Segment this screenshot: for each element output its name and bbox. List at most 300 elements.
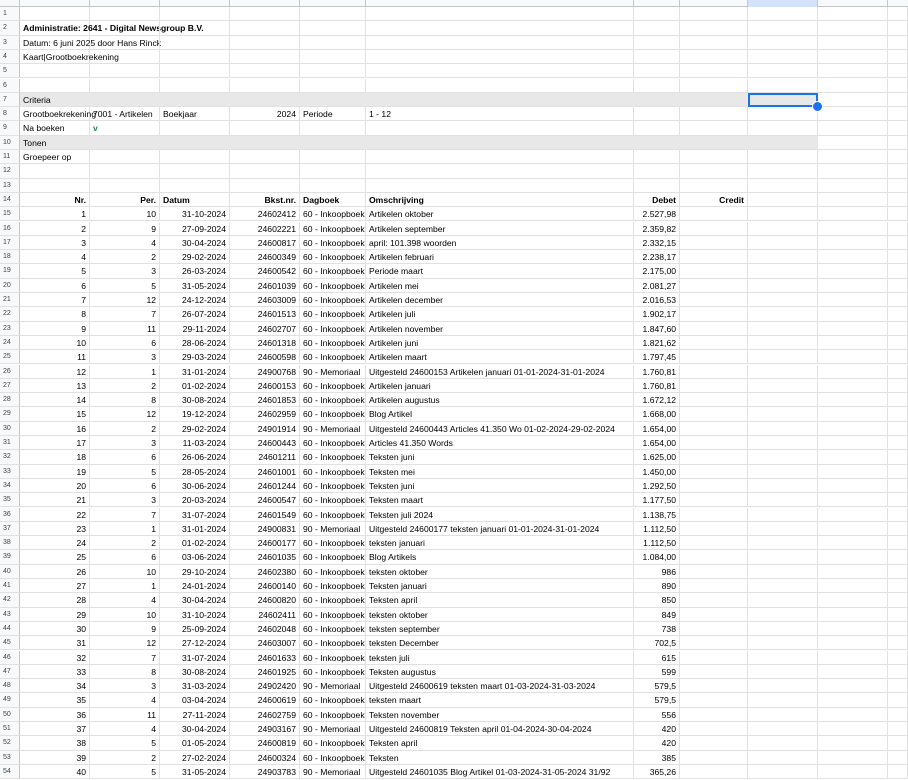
column-header-h[interactable]	[680, 0, 748, 7]
nr-cell[interactable]: 2	[20, 222, 90, 236]
grid-cell[interactable]	[366, 121, 634, 135]
grid-cell[interactable]	[818, 565, 888, 579]
grid-cell[interactable]	[888, 665, 908, 679]
grid-cell[interactable]	[160, 164, 230, 178]
dagboek-cell[interactable]: 60 - Inkoopboek	[300, 636, 366, 650]
grid-cell[interactable]	[888, 250, 908, 264]
datum-cell[interactable]: 28-05-2024	[160, 465, 230, 479]
row-number[interactable]: 21	[0, 293, 20, 307]
per-cell[interactable]: 2	[90, 536, 160, 550]
datum-cell[interactable]: 29-02-2024	[160, 422, 230, 436]
grid-cell[interactable]	[748, 179, 818, 193]
grid-cell[interactable]	[230, 64, 300, 78]
grid-cell[interactable]	[680, 550, 748, 564]
year-value[interactable]: 2024	[230, 107, 300, 121]
sheet-row[interactable]	[0, 550, 908, 564]
datum-cell[interactable]: 19-12-2024	[160, 407, 230, 421]
dagboek-cell[interactable]: 90 - Memoriaal	[300, 765, 366, 779]
row-number[interactable]: 38	[0, 536, 20, 550]
grid-cell[interactable]	[888, 479, 908, 493]
debet-cell[interactable]: 1.112,50	[634, 536, 680, 550]
per-cell[interactable]: 2	[90, 379, 160, 393]
nr-cell[interactable]: 26	[20, 565, 90, 579]
header-dagboek[interactable]: Dagboek	[300, 193, 366, 207]
bkst-cell[interactable]: 24600324	[230, 751, 300, 765]
grid-cell[interactable]	[888, 493, 908, 507]
grid-cell[interactable]	[748, 121, 818, 135]
omschrijving-cell[interactable]: Uitgesteld 24600443 Articles 41.350 Wo 01-02-2024-29-02-2024	[366, 422, 634, 436]
bkst-cell[interactable]: 24600820	[230, 593, 300, 607]
grid-cell[interactable]	[818, 179, 888, 193]
debet-cell[interactable]: 2.359,82	[634, 222, 680, 236]
grid-cell[interactable]	[230, 136, 300, 150]
bkst-cell[interactable]: 24600819	[230, 736, 300, 750]
debet-cell[interactable]: 986	[634, 565, 680, 579]
debet-cell[interactable]: 2.081,27	[634, 279, 680, 293]
grid-cell[interactable]	[888, 293, 908, 307]
grid-cell[interactable]	[888, 622, 908, 636]
grid-cell[interactable]	[300, 50, 366, 64]
sheet-row[interactable]	[0, 207, 908, 221]
grid-cell[interactable]	[818, 207, 888, 221]
row-number[interactable]: 49	[0, 693, 20, 707]
nr-cell[interactable]: 5	[20, 264, 90, 278]
grid-cell[interactable]	[230, 121, 300, 135]
sheet-row[interactable]	[0, 407, 908, 421]
debet-cell[interactable]: 702,5	[634, 636, 680, 650]
grid-cell[interactable]	[300, 136, 366, 150]
grid-cell[interactable]	[634, 64, 680, 78]
grid-cell[interactable]	[680, 479, 748, 493]
criteria-header[interactable]: Criteria	[20, 93, 90, 107]
nr-cell[interactable]: 27	[20, 579, 90, 593]
grid-cell[interactable]	[230, 79, 300, 93]
date-line[interactable]: Datum: 6 juni 2025 door Hans Rinck	[20, 36, 90, 50]
grid-cell[interactable]	[90, 36, 160, 50]
grid-cell[interactable]	[888, 93, 908, 107]
row-number[interactable]: 43	[0, 608, 20, 622]
bkst-cell[interactable]: 24903167	[230, 722, 300, 736]
datum-cell[interactable]: 30-04-2024	[160, 593, 230, 607]
sheet-row[interactable]	[0, 522, 908, 536]
bkst-cell[interactable]: 24601244	[230, 479, 300, 493]
row-number[interactable]: 33	[0, 465, 20, 479]
nr-cell[interactable]: 17	[20, 436, 90, 450]
per-cell[interactable]: 6	[90, 336, 160, 350]
account-label[interactable]: Grootboekrekening	[20, 107, 90, 121]
debet-cell[interactable]: 579,5	[634, 679, 680, 693]
grid-cell[interactable]	[748, 536, 818, 550]
grid-cell[interactable]	[90, 79, 160, 93]
dagboek-cell[interactable]: 90 - Memoriaal	[300, 722, 366, 736]
column-header-bar[interactable]	[0, 0, 908, 7]
datum-cell[interactable]: 27-02-2024	[160, 751, 230, 765]
datum-cell[interactable]: 30-04-2024	[160, 236, 230, 250]
grid-cell[interactable]	[888, 736, 908, 750]
debet-cell[interactable]: 420	[634, 722, 680, 736]
datum-cell[interactable]: 29-10-2024	[160, 565, 230, 579]
dagboek-cell[interactable]: 60 - Inkoopboek	[300, 565, 366, 579]
per-cell[interactable]: 3	[90, 264, 160, 278]
bkst-cell[interactable]: 24602707	[230, 322, 300, 336]
debet-cell[interactable]: 1.292,50	[634, 479, 680, 493]
grid-cell[interactable]	[888, 50, 908, 64]
column-header-g[interactable]	[634, 0, 680, 7]
bkst-cell[interactable]: 24602411	[230, 608, 300, 622]
sheet-row[interactable]	[0, 350, 908, 364]
grid-cell[interactable]	[634, 121, 680, 135]
dagboek-cell[interactable]: 60 - Inkoopboek	[300, 493, 366, 507]
omschrijving-cell[interactable]: Teksten juni	[366, 479, 634, 493]
header-credit[interactable]: Credit	[680, 193, 748, 207]
grid-cell[interactable]	[748, 207, 818, 221]
bkst-cell[interactable]: 24601925	[230, 665, 300, 679]
grid-cell[interactable]	[160, 93, 230, 107]
grid-cell[interactable]	[748, 765, 818, 779]
grid-cell[interactable]	[366, 150, 634, 164]
grid-cell[interactable]	[160, 64, 230, 78]
grid-cell[interactable]	[748, 579, 818, 593]
nr-cell[interactable]: 11	[20, 350, 90, 364]
sheet-row[interactable]	[0, 236, 908, 250]
grid-cell[interactable]	[300, 150, 366, 164]
active-cell-selection[interactable]	[748, 93, 818, 107]
debet-cell[interactable]: 1.797,45	[634, 350, 680, 364]
sheet-row[interactable]	[0, 193, 908, 207]
grid-cell[interactable]	[300, 36, 366, 50]
grid-cell[interactable]	[300, 164, 366, 178]
sheet-row[interactable]	[0, 150, 908, 164]
sheet-row[interactable]	[0, 665, 908, 679]
dagboek-cell[interactable]: 60 - Inkoopboek	[300, 279, 366, 293]
omschrijving-cell[interactable]: Uitgesteld 24601035 Blog Artikel 01-03-2024-31-05-2024 31/92	[366, 765, 634, 779]
datum-cell[interactable]: 31-07-2024	[160, 651, 230, 665]
column-header-f[interactable]	[366, 0, 634, 7]
sheet-row[interactable]	[0, 622, 908, 636]
grid-cell[interactable]	[634, 164, 680, 178]
nr-cell[interactable]: 6	[20, 279, 90, 293]
omschrijving-cell[interactable]: Teksten juni	[366, 450, 634, 464]
grid-cell[interactable]	[366, 7, 634, 21]
row-number[interactable]: 35	[0, 493, 20, 507]
show-header[interactable]: Tonen	[20, 136, 90, 150]
per-cell[interactable]: 7	[90, 651, 160, 665]
grid-cell[interactable]	[888, 21, 908, 35]
grid-cell[interactable]	[888, 336, 908, 350]
omschrijving-cell[interactable]: Uitgesteld 24600177 teksten januari 01-01-2024-31-01-2024	[366, 522, 634, 536]
grid-cell[interactable]	[748, 193, 818, 207]
grid-cell[interactable]	[300, 79, 366, 93]
row-number[interactable]: 27	[0, 379, 20, 393]
grid-cell[interactable]	[888, 565, 908, 579]
grid-cell[interactable]	[230, 7, 300, 21]
dagboek-cell[interactable]: 90 - Memoriaal	[300, 679, 366, 693]
grid-cell[interactable]	[160, 36, 230, 50]
omschrijving-cell[interactable]: Artikelen mei	[366, 279, 634, 293]
row-number[interactable]: 10	[0, 136, 20, 150]
datum-cell[interactable]: 31-01-2024	[160, 365, 230, 379]
nr-cell[interactable]: 28	[20, 593, 90, 607]
sheet-row[interactable]	[0, 651, 908, 665]
fill-handle[interactable]	[812, 101, 823, 112]
grid-cell[interactable]	[90, 50, 160, 64]
row-number[interactable]: 14	[0, 193, 20, 207]
grid-cell[interactable]	[888, 79, 908, 93]
datum-cell[interactable]: 03-06-2024	[160, 550, 230, 564]
grid-cell[interactable]	[20, 79, 90, 93]
nr-cell[interactable]: 8	[20, 307, 90, 321]
grid-cell[interactable]	[818, 708, 888, 722]
sheet-row[interactable]	[0, 536, 908, 550]
debet-cell[interactable]: 1.654,00	[634, 436, 680, 450]
grid-cell[interactable]	[818, 307, 888, 321]
grid-cell[interactable]	[888, 593, 908, 607]
omschrijving-cell[interactable]: Teksten november	[366, 708, 634, 722]
omschrijving-cell[interactable]: Teksten april	[366, 736, 634, 750]
grid-cell[interactable]	[748, 136, 818, 150]
per-cell[interactable]: 12	[90, 293, 160, 307]
grid-cell[interactable]	[818, 293, 888, 307]
grid-cell[interactable]	[680, 751, 748, 765]
grid-cell[interactable]	[20, 179, 90, 193]
grid-cell[interactable]	[230, 179, 300, 193]
sheet-row[interactable]	[0, 64, 908, 78]
grid-cell[interactable]	[888, 150, 908, 164]
bkst-cell[interactable]: 24602759	[230, 708, 300, 722]
dagboek-cell[interactable]: 60 - Inkoopboek	[300, 708, 366, 722]
grid-cell[interactable]	[680, 136, 748, 150]
per-cell[interactable]: 6	[90, 450, 160, 464]
grid-cell[interactable]	[818, 636, 888, 650]
debet-cell[interactable]: 556	[634, 708, 680, 722]
sheet-row[interactable]	[0, 50, 908, 64]
grid-cell[interactable]	[818, 465, 888, 479]
datum-cell[interactable]: 30-04-2024	[160, 722, 230, 736]
dagboek-cell[interactable]: 60 - Inkoopboek	[300, 751, 366, 765]
grid-cell[interactable]	[888, 765, 908, 779]
grid-cell[interactable]	[748, 293, 818, 307]
grid-cell[interactable]	[680, 379, 748, 393]
grid-cell[interactable]	[634, 50, 680, 64]
grid-cell[interactable]	[634, 179, 680, 193]
datum-cell[interactable]: 26-03-2024	[160, 264, 230, 278]
grid-cell[interactable]	[888, 508, 908, 522]
grid-cell[interactable]	[160, 150, 230, 164]
debet-cell[interactable]: 849	[634, 608, 680, 622]
row-number[interactable]: 39	[0, 550, 20, 564]
bkst-cell[interactable]: 24601211	[230, 450, 300, 464]
grid-cell[interactable]	[818, 21, 888, 35]
nr-cell[interactable]: 29	[20, 608, 90, 622]
grid-cell[interactable]	[680, 436, 748, 450]
grid-cell[interactable]	[818, 336, 888, 350]
row-number[interactable]: 17	[0, 236, 20, 250]
header-debet[interactable]: Debet	[634, 193, 680, 207]
sheet-row[interactable]	[0, 465, 908, 479]
grid-cell[interactable]	[888, 279, 908, 293]
sheet-row[interactable]	[0, 765, 908, 779]
omschrijving-cell[interactable]: Artikelen december	[366, 293, 634, 307]
grid-cell[interactable]	[748, 436, 818, 450]
grid-cell[interactable]	[818, 765, 888, 779]
grid-cell[interactable]	[680, 565, 748, 579]
bkst-cell[interactable]: 24600598	[230, 350, 300, 364]
grid-cell[interactable]	[748, 708, 818, 722]
grid-cell[interactable]	[680, 693, 748, 707]
debet-cell[interactable]: 1.450,00	[634, 465, 680, 479]
grid-cell[interactable]	[680, 107, 748, 121]
datum-cell[interactable]: 26-06-2024	[160, 450, 230, 464]
dagboek-cell[interactable]: 60 - Inkoopboek	[300, 622, 366, 636]
grid-cell[interactable]	[748, 565, 818, 579]
grid-cell[interactable]	[748, 550, 818, 564]
omschrijving-cell[interactable]: Teksten augustus	[366, 665, 634, 679]
grid-cell[interactable]	[888, 264, 908, 278]
debet-cell[interactable]: 1.654,00	[634, 422, 680, 436]
nr-cell[interactable]: 38	[20, 736, 90, 750]
grid-cell[interactable]	[748, 107, 818, 121]
grid-cell[interactable]	[680, 608, 748, 622]
bkst-cell[interactable]: 24601035	[230, 550, 300, 564]
omschrijving-cell[interactable]: Artikelen september	[366, 222, 634, 236]
per-cell[interactable]: 3	[90, 350, 160, 364]
grid-cell[interactable]	[680, 21, 748, 35]
nr-cell[interactable]: 10	[20, 336, 90, 350]
omschrijving-cell[interactable]: teksten juli	[366, 651, 634, 665]
per-cell[interactable]: 5	[90, 765, 160, 779]
grid-cell[interactable]	[680, 365, 748, 379]
period-label[interactable]: Periode	[300, 107, 366, 121]
row-number[interactable]: 19	[0, 264, 20, 278]
bkst-cell[interactable]: 24600349	[230, 250, 300, 264]
grid-cell[interactable]	[748, 522, 818, 536]
sheet-row[interactable]	[0, 736, 908, 750]
sheet-row[interactable]	[0, 36, 908, 50]
grid-cell[interactable]	[888, 164, 908, 178]
sheet-row[interactable]	[0, 336, 908, 350]
datum-cell[interactable]: 01-02-2024	[160, 536, 230, 550]
grid-cell[interactable]	[680, 150, 748, 164]
grid-cell[interactable]	[90, 150, 160, 164]
grid-cell[interactable]	[300, 179, 366, 193]
nr-cell[interactable]: 37	[20, 722, 90, 736]
nr-cell[interactable]: 3	[20, 236, 90, 250]
grid-cell[interactable]	[300, 93, 366, 107]
dagboek-cell[interactable]: 60 - Inkoopboek	[300, 264, 366, 278]
grid-cell[interactable]	[748, 450, 818, 464]
debet-cell[interactable]: 579,5	[634, 693, 680, 707]
sheet-row[interactable]	[0, 579, 908, 593]
per-cell[interactable]: 6	[90, 550, 160, 564]
omschrijving-cell[interactable]: teksten september	[366, 622, 634, 636]
omschrijving-cell[interactable]: Artikelen november	[366, 322, 634, 336]
grid-cell[interactable]	[748, 665, 818, 679]
omschrijving-cell[interactable]: teksten januari	[366, 536, 634, 550]
grid-cell[interactable]	[818, 250, 888, 264]
nr-cell[interactable]: 20	[20, 479, 90, 493]
nr-cell[interactable]: 40	[20, 765, 90, 779]
grid-cell[interactable]	[160, 121, 230, 135]
datum-cell[interactable]: 31-10-2024	[160, 608, 230, 622]
sheet-row[interactable]	[0, 422, 908, 436]
debet-cell[interactable]: 890	[634, 579, 680, 593]
grid-cell[interactable]	[90, 21, 160, 35]
bkst-cell[interactable]: 24600817	[230, 236, 300, 250]
grid-cell[interactable]	[888, 121, 908, 135]
row-number[interactable]: 50	[0, 708, 20, 722]
grid-cell[interactable]	[888, 393, 908, 407]
bkst-cell[interactable]: 24600177	[230, 536, 300, 550]
row-number[interactable]: 32	[0, 450, 20, 464]
datum-cell[interactable]: 29-02-2024	[160, 250, 230, 264]
bkst-cell[interactable]: 24603009	[230, 293, 300, 307]
grid-cell[interactable]	[634, 21, 680, 35]
sheet-row[interactable]	[0, 379, 908, 393]
grid-cell[interactable]	[680, 722, 748, 736]
omschrijving-cell[interactable]: Uitgesteld 24600819 Teksten april 01-04-2024-30-04-2024	[366, 722, 634, 736]
grid-cell[interactable]	[748, 651, 818, 665]
grid-cell[interactable]	[680, 179, 748, 193]
row-number[interactable]: 23	[0, 322, 20, 336]
dagboek-cell[interactable]: 60 - Inkoopboek	[300, 307, 366, 321]
per-cell[interactable]: 1	[90, 579, 160, 593]
grid-cell[interactable]	[818, 365, 888, 379]
grid-cell[interactable]	[818, 350, 888, 364]
datum-cell[interactable]: 30-06-2024	[160, 479, 230, 493]
per-cell[interactable]: 8	[90, 665, 160, 679]
account-value[interactable]: 7001 - Artikelen	[90, 107, 160, 121]
debet-cell[interactable]: 2.238,17	[634, 250, 680, 264]
grid-cell[interactable]	[90, 7, 160, 21]
grid-cell[interactable]	[680, 522, 748, 536]
grid-cell[interactable]	[818, 107, 888, 121]
dagboek-cell[interactable]: 60 - Inkoopboek	[300, 236, 366, 250]
debet-cell[interactable]: 1.177,50	[634, 493, 680, 507]
dagboek-cell[interactable]: 60 - Inkoopboek	[300, 436, 366, 450]
grid-cell[interactable]	[680, 250, 748, 264]
omschrijving-cell[interactable]: Teksten april	[366, 593, 634, 607]
row-number[interactable]: 15	[0, 207, 20, 221]
debet-cell[interactable]: 2.527,98	[634, 207, 680, 221]
grid-cell[interactable]	[748, 693, 818, 707]
sheet-row[interactable]	[0, 493, 908, 507]
omschrijving-cell[interactable]: teksten maart	[366, 693, 634, 707]
grid-cell[interactable]	[818, 608, 888, 622]
bkst-cell[interactable]: 24602380	[230, 565, 300, 579]
dagboek-cell[interactable]: 90 - Memoriaal	[300, 522, 366, 536]
grid-cell[interactable]	[818, 222, 888, 236]
nr-cell[interactable]: 34	[20, 679, 90, 693]
nr-cell[interactable]: 16	[20, 422, 90, 436]
column-header-d[interactable]	[230, 0, 300, 7]
grid-cell[interactable]	[748, 64, 818, 78]
grid-cell[interactable]	[366, 36, 634, 50]
nr-cell[interactable]: 31	[20, 636, 90, 650]
nr-cell[interactable]: 35	[20, 693, 90, 707]
per-cell[interactable]: 2	[90, 751, 160, 765]
grid-cell[interactable]	[90, 93, 160, 107]
grid-cell[interactable]	[20, 7, 90, 21]
row-number[interactable]: 24	[0, 336, 20, 350]
bkst-cell[interactable]: 24601513	[230, 307, 300, 321]
row-number[interactable]: 42	[0, 593, 20, 607]
per-cell[interactable]: 11	[90, 322, 160, 336]
bkst-cell[interactable]: 24901914	[230, 422, 300, 436]
per-cell[interactable]: 2	[90, 250, 160, 264]
dagboek-cell[interactable]: 60 - Inkoopboek	[300, 693, 366, 707]
grid-cell[interactable]	[888, 465, 908, 479]
grid-cell[interactable]	[888, 36, 908, 50]
